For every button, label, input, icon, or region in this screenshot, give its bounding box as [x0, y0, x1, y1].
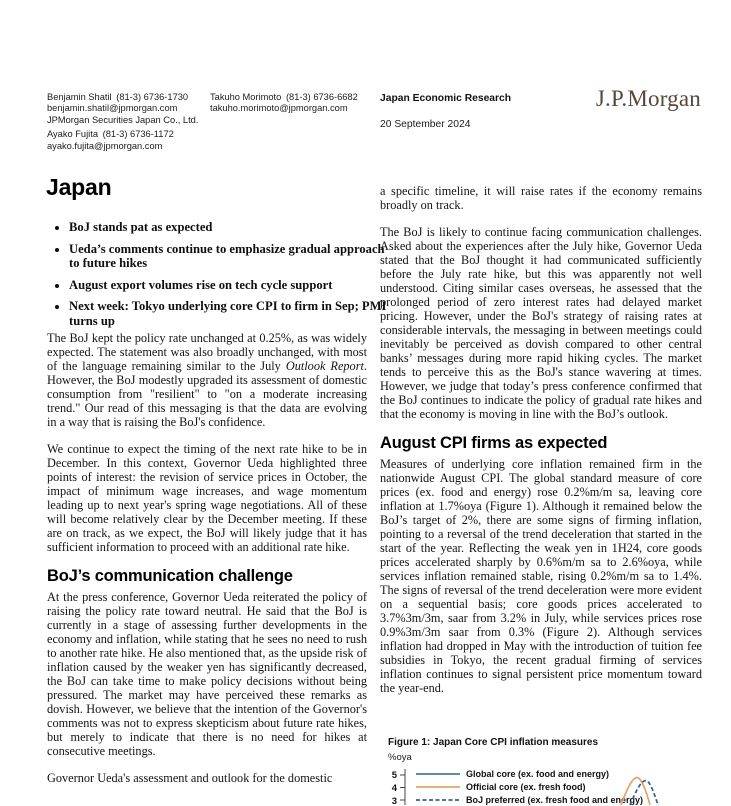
analyst-email: ayako.fujita@jpmorgan.com: [47, 140, 163, 151]
body-paragraph: At the press conference, Governor Ueda reiterated the policy of raising the policy rate toward neutral. He said that the BoJ is currently in a stage of assessing further developments in the economy and inflation, while stating that he sees no need to rush to another rate hike. He also mentioned that, as the upside risk of inflation caused by the weaker yen has significantly decreased, the BoJ can take time to make policy decisions without being pressured. The market may have perceived these remarks as dovish. However, we believe that the intention of the Governor's comments was not to express skepticism about future rate hikes, but merely to indicate that there is no need for hikes at consecutive meetings.: [47, 590, 367, 758]
right-text-column: [380, 184, 702, 734]
figure-title: Figure 1: Japan Core CPI inflation measures: [388, 737, 599, 748]
paragraph-text: . However, the BoJ modestly upgraded its assessment of domestic consumption from "resilient" to "on a moderate increasing trend." Our read of this messaging is that the data are evolving in a way that is raising the BoJ's confidence.: [47, 359, 367, 429]
y-tick-label: 5: [391, 770, 397, 781]
cpi-line-chart: [388, 765, 714, 805]
body-paragraph: Measures of underlying core inflation remained firm in the nationwide August CPI. The global standard measure of core prices (ex. food and energy) rose 0.2%m/m sa, leaving core inflation at 1.7%oya (Figure 1). Although it remained below the BoJ’s target of 2%, there are some signs of firming inflation, pointing to a reversal of the trend deceleration that started in the start of the year. Reflecting the weak yen in 1H24, core goods prices accelerated sharply by 0.6%m/m sa to 2.6%oya, while services inflation remained stable, rising 0.2%m/m sa to 1.4%. The signs of reversal of the trend deceleration were more evident on a sequential basis; core goods prices accelerated to 3.7%3m/3m, saar from 3.2% in July, while services prices rose 0.9%3m/3m saar from 0.3% (Figure 2). Although services inflation had dropped in May with the introduction of tuition fee subsidies in Tokyo, the recent gradual firming of services inflation continues to signal persistent price momentum toward the year-end.: [380, 457, 702, 695]
jpmorgan-logo: J.P.Morgan: [595, 86, 701, 111]
left-text-column: [47, 331, 367, 806]
analyst-contacts-column-2: [210, 92, 370, 115]
body-paragraph: We continue to expect the timing of the next rate hike to be in December. In this context, Governor Ueda highlighted three points of interest: the revision of service prices in October, the impact of minimum wage increases, and wage momentum leading up to next year's spring wage negotiations. All of these will become relatively clear by the December meeting. If these are on track, as we expect, the BoJ will likely judge that it has sufficient information to proceed with an additional rate hike.: [47, 442, 367, 554]
summary-bullet: • BoJ stands pat as expected: [69, 220, 391, 235]
legend-label-official-core: Official core (ex. fresh food): [466, 782, 586, 792]
legend-label-boj-preferred: BoJ preferred (ex. fresh food and energy): [466, 795, 644, 805]
analyst-firm: JPMorgan Securities Japan Co., Ltd.: [47, 114, 199, 125]
summary-bullet: • August export volumes rise on tech cycle support: [69, 278, 391, 293]
analyst-name-phone: Takuho Morimoto (81-3) 6736-6682: [210, 92, 358, 102]
page-title: Japan: [46, 174, 112, 200]
analyst-email: takuho.morimoto@jpmorgan.com: [210, 103, 348, 114]
summary-bullet: • Ueda’s comments continue to emphasize gradual approach to future hikes: [69, 242, 391, 271]
summary-bullet-list: [47, 220, 391, 336]
body-paragraph: The BoJ is likely to continue facing communication challenges. Asked about the experiences after the July hike, Governor Ueda stated that the BoJ thought it had communicated sufficiently before the July rate hike, but this was apparently not well understood. Citing similar cases overseas, he assessed that the prolonged period of zero interest rates had delayed market pricing. However, under the BoJ's strategy of raising rates at considerable intervals, the messaging in between meetings could inevitably be perceived as dovish compared to other central banks’ messages during more rapid hiking cycles. The market tends to perceive this as the BoJ's stance wavering at times. However, we judge that today’s press conference confirmed that the BoJ continues to indicate the policy of gradual rate hikes and that the economy is moving in line with the BoJ’s outlook.: [380, 225, 702, 421]
publication-date: 20 September 2024: [380, 119, 471, 130]
figure-unit-label: %oya: [388, 752, 412, 763]
section-heading-boj-communication: BoJ’s communication challenge: [47, 567, 293, 585]
italic-report-name: Outlook Report: [285, 359, 364, 373]
analyst-email: benjamin.shatil@jpmorgan.com: [47, 103, 178, 114]
y-tick-label: 3: [391, 796, 397, 805]
analyst-name-phone: Benjamin Shatil (81-3) 6736-1730: [47, 92, 189, 102]
body-paragraph: [47, 331, 367, 429]
section-heading-august-cpi: August CPI firms as expected: [380, 434, 608, 452]
analyst-contacts-column-1: [47, 92, 207, 152]
summary-bullet: • Next week: Tokyo underlying core CPI to firm in Sep; PMI turns up: [69, 299, 391, 328]
legend-label-global-core: Global core (ex. food and energy): [466, 769, 610, 779]
paragraph-text: The BoJ kept the policy rate unchanged at 0.25%, as was widely expected. The statement was also broadly unchanged, with most of the language remaining similar to the July: [47, 331, 367, 373]
y-tick-label: 4: [391, 783, 397, 794]
analyst-name-phone: Ayako Fujita (81-3) 6736-1172: [47, 129, 174, 140]
body-paragraph: a specific timeline, it will raise rates if the economy remains broadly on track.: [380, 184, 702, 212]
figure-1-block: [388, 737, 714, 805]
body-paragraph-truncated: Governor Ueda's assessment and outlook for the domestic: [47, 771, 333, 785]
publication-title: Japan Economic Research: [380, 93, 512, 104]
publication-block: [380, 93, 511, 130]
